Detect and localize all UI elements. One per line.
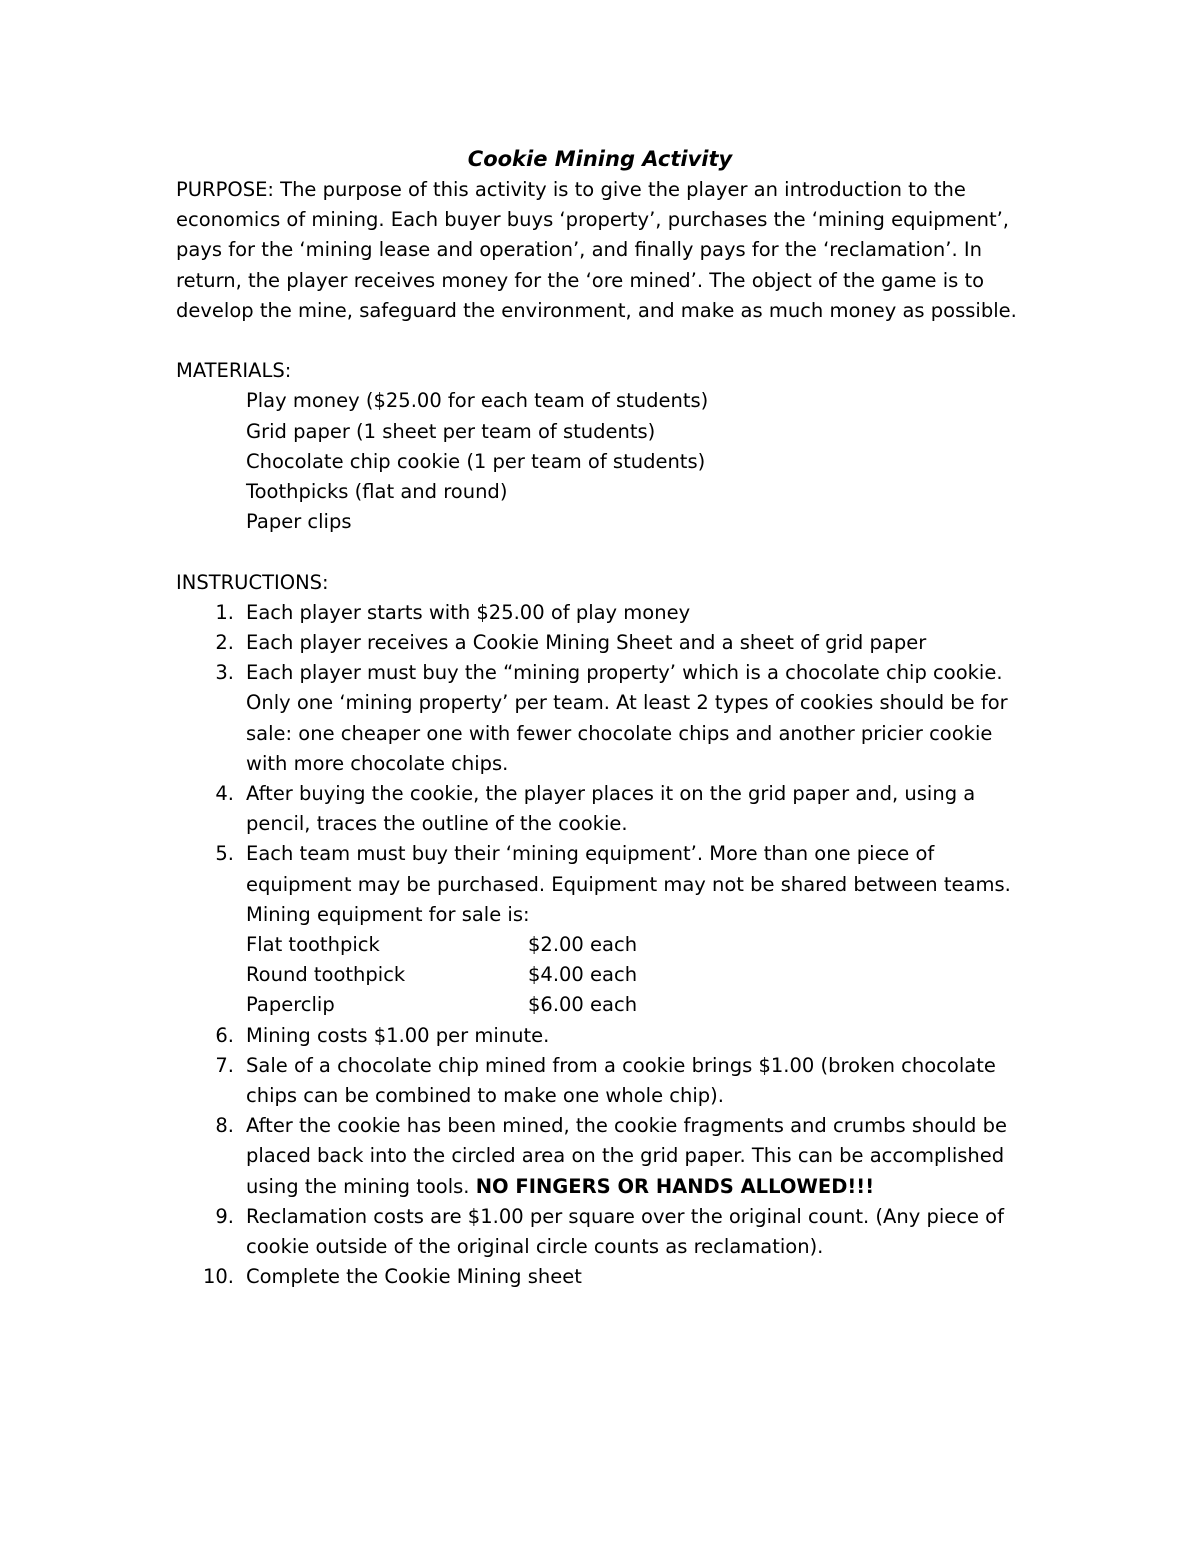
- purpose-paragraph: PURPOSE: The purpose of this activity is to give the player an introduction to the economics of mining. Each buyer buys ‘property’, purchases the ‘mining equipment’, pays for the ‘mining lease and operation’, and finally pays for the ‘reclamation’. In return, the player receives money for the ‘ore mined’. The object of the game is to develop the mine, safeguard the environment, and make as much money as possible.: [176, 178, 1017, 322]
- instruction-text: Complete the Cookie Mining sheet: [246, 1265, 582, 1289]
- instruction-number: 5.: [215, 842, 234, 866]
- material-item: Toothpicks (flat and round): [246, 480, 508, 504]
- equipment-row: [246, 960, 637, 990]
- instruction-number: 8.: [215, 1114, 234, 1138]
- spacer: [176, 326, 1036, 356]
- instructions-list: [176, 598, 1036, 930]
- material-item: Play money ($25.00 for each team of students): [246, 389, 709, 413]
- equipment-name: Paperclip: [246, 993, 335, 1017]
- equipment-price-table: [246, 930, 637, 1021]
- instruction-text: Each team must buy their ‘mining equipment’. More than one piece of equipment may be purchased. Equipment may not be shared between teams. Mining equipment for sale is:: [246, 842, 1011, 926]
- instruction-number: 10.: [202, 1265, 234, 1289]
- instruction-number: 2.: [215, 631, 234, 655]
- equipment-row: [246, 990, 637, 1020]
- instruction-number: 6.: [215, 1023, 234, 1047]
- instruction-item: [176, 1021, 1036, 1051]
- equipment-price: $4.00 each: [528, 963, 638, 987]
- instruction-text: Sale of a chocolate chip mined from a cookie brings $1.00 (broken chocolate chips can be combined to make one whole chip).: [246, 1053, 996, 1108]
- instruction-item: [176, 779, 1036, 839]
- material-item: Chocolate chip cookie (1 per team of students): [246, 449, 706, 473]
- instruction-text: After the cookie has been mined, the cookie fragments and crumbs should be placed back into the circled area on the grid paper. This can be accomplished using the mining tools.: [246, 1114, 1007, 1198]
- instruction-text: Mining costs $1.00 per minute.: [246, 1023, 550, 1047]
- instruction-item: [176, 839, 1036, 930]
- equipment-price: $6.00 each: [528, 993, 638, 1017]
- instruction-item: [176, 598, 1036, 628]
- instruction-text: Each player must buy the “mining property’ which is a chocolate chip cookie. Only one ‘mining property’ per team. At least 2 types of cookies should be for sale: one cheaper one with fewer chocolate chips and another pricier cookie with more chocolate chips.: [246, 661, 1008, 775]
- document-body: [176, 175, 1036, 1292]
- instruction-text: Reclamation costs are $1.00 per square over the original count. (Any piece of cookie outside of the original circle counts as reclamation).: [246, 1204, 1004, 1259]
- equipment-name: Flat toothpick: [246, 933, 380, 957]
- instruction-item: [176, 1051, 1036, 1111]
- material-item: Grid paper (1 sheet per team of students): [246, 419, 656, 443]
- instruction-number: 9.: [215, 1204, 234, 1228]
- materials-list: [176, 386, 1036, 537]
- instruction-item: [176, 1262, 1036, 1292]
- warning-text: NO FINGERS OR HANDS ALLOWED!!!: [475, 1174, 875, 1198]
- instruction-item: [176, 1111, 1036, 1202]
- equipment-price: $2.00 each: [528, 933, 638, 957]
- instruction-number: 7.: [215, 1053, 234, 1077]
- equipment-name: Round toothpick: [246, 963, 406, 987]
- materials-heading: MATERIALS:: [176, 359, 292, 383]
- instruction-text: Each player starts with $25.00 of play money: [246, 600, 691, 624]
- equipment-row: [246, 930, 637, 960]
- instructions-list-continued: [176, 1021, 1036, 1293]
- page-title: Cookie Mining Activity: [467, 147, 733, 171]
- spacer: [176, 537, 1036, 567]
- instructions-heading: INSTRUCTIONS:: [176, 570, 329, 594]
- instruction-text: Each player receives a Cookie Mining Sheet and a sheet of grid paper: [246, 631, 927, 655]
- instruction-text: After buying the cookie, the player places it on the grid paper and, using a pencil, traces the outline of the cookie.: [246, 782, 976, 836]
- instruction-number: 3.: [215, 661, 234, 685]
- instruction-item: [176, 658, 1036, 779]
- instruction-item: [176, 1202, 1036, 1262]
- instruction-item: [176, 628, 1036, 658]
- instruction-number: 1.: [215, 600, 234, 624]
- instruction-number: 4.: [215, 782, 234, 806]
- material-item: Paper clips: [246, 510, 352, 534]
